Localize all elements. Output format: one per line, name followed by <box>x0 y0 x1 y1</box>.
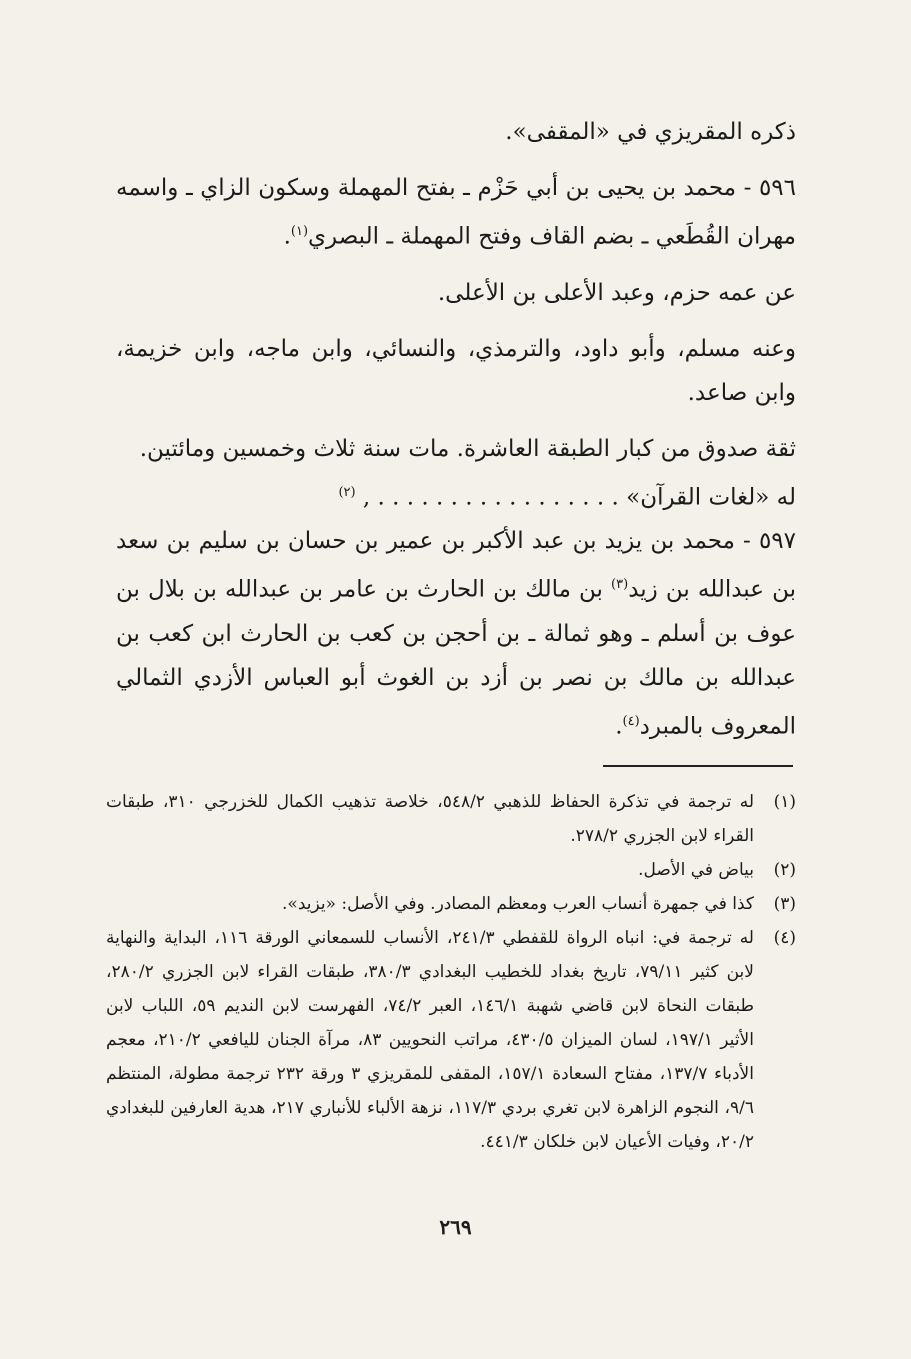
footnote-text: له ترجمة في تذكرة الحفاظ للذهبي ٥٤٨/٢، خلاصة تذهيب الكمال للخزرجي ٣١٠، طبقات القراء لابن الجزري ٢٧٨/٢. <box>106 792 755 846</box>
footnote-4 <box>106 921 796 1159</box>
entry-597-text-a: ٥٩٧ - محمد بن يزيد بن عبد الأكبر بن عمير بن حسان بن سليم بن سعد بن عبدالله بن زيد <box>116 528 796 603</box>
footnote-text: بياض في الأصل. <box>638 860 754 880</box>
paragraph-thiqa: ثقة صدوق من كبار الطبقة العاشرة. مات سنة ثلاث وخمسين ومائتين. <box>139 435 796 462</box>
footnote-text: له ترجمة في: انباه الرواة للقفطي ٢٤١/٣، الأنساب للسمعاني الورقة ١١٦، البداية والنهاية لابن كثير ٧٩/١١، تاريخ بغداد للخطيب البغدادي ٣٨٠/٣، طبقات القراء لابن الجزري ٢٨٠/٢، طبقات النحاة لابن قاضي شهبة ١٤٦/١، العبر ٧٤/٢، الفهرست لابن النديم ٥٩، اللباب لابن الأثير ١٩٧/١، لسان الميزان ٤٣٠/٥، مراتب النحويين ٨٣، مرآة الجنان لليافعي ٢١٠/٢، معجم الأدباء ١٣٧/٧، مفتاح السعادة ١٥٧/١، المقفى للمقريزي ٣ ورقة ٢٣٢ ترجمة مطولة، المنتظم ٩/٦، النجوم الزاهرة لابن تغري بردي ١١٧/٣، نزهة الألباء للأنباري ٢١٧، هدية العارفين للبغدادي ٢٠/٢، وفيات الأعيان لابن خلكان ٤٤١/٣. <box>106 928 754 1152</box>
paragraph-wa-anhu: وعنه مسلم، وأبو داود، والترمذي، والنسائي، وابن ماجه، وابن خزيمة، وابن صاعد. <box>116 335 796 406</box>
entry-596-end: . <box>283 223 291 250</box>
paragraph-lahu <box>116 471 796 520</box>
paragraph-intro: ذكره المقريزي في «المقفى». <box>505 119 796 145</box>
footnote-1 <box>106 785 796 853</box>
page-number: ٢٦٩ <box>439 1215 472 1239</box>
footnote-ref-2: (٢) <box>338 484 356 500</box>
lacuna-dots: . . . . . . . . . . . . . . . . . , <box>362 484 619 511</box>
paragraph-an: عن عمه حزم، وعبد الأعلى بن الأعلى. <box>437 279 796 306</box>
entry-597-end: . <box>615 713 623 740</box>
footnote-divider <box>603 765 793 767</box>
entry-597-text-b: بن مالك بن الحارث بن عامر بن عبدالله بن بلال بن عوف بن أسلم ـ وهو ثمالة ـ بن أحجن بن كعب بن الحارث ابن كعب بن عبدالله بن مالك بن نصر بن أزد بن الغوث أبو العباس الأزدي الثمالي المعروف بالمبرد <box>116 576 796 740</box>
footnote-number: (٣) <box>773 894 796 914</box>
footnote-3 <box>106 887 796 921</box>
entry-597 <box>116 519 796 748</box>
footnotes <box>106 785 796 1159</box>
footnote-number: (٢) <box>773 860 796 880</box>
footnote-number: (١) <box>773 792 796 812</box>
footnote-ref-3: (٣) <box>611 577 629 593</box>
footnote-text: كذا في جمهرة أنساب العرب ومعظم المصادر. وفي الأصل: «يزيد». <box>282 894 754 914</box>
footnote-ref-4: (٤) <box>622 713 640 729</box>
entry-596-line-2: واسمه مهران القُطَعي ـ بضم القاف وفتح المهملة ـ البصري <box>116 175 796 250</box>
footnote-number: (٤) <box>773 928 796 948</box>
main-text <box>116 110 796 749</box>
entry-596-line-1: ٥٩٦ - محمد بن يحيى بن أبي حَزْم ـ بفتح المهملة وسكون الزاي ـ <box>185 175 797 201</box>
entry-596 <box>116 166 796 259</box>
lahu-text: له «لغات القرآن» <box>626 484 796 511</box>
footnote-ref-1: (١) <box>290 224 309 239</box>
footnote-2 <box>106 853 796 887</box>
